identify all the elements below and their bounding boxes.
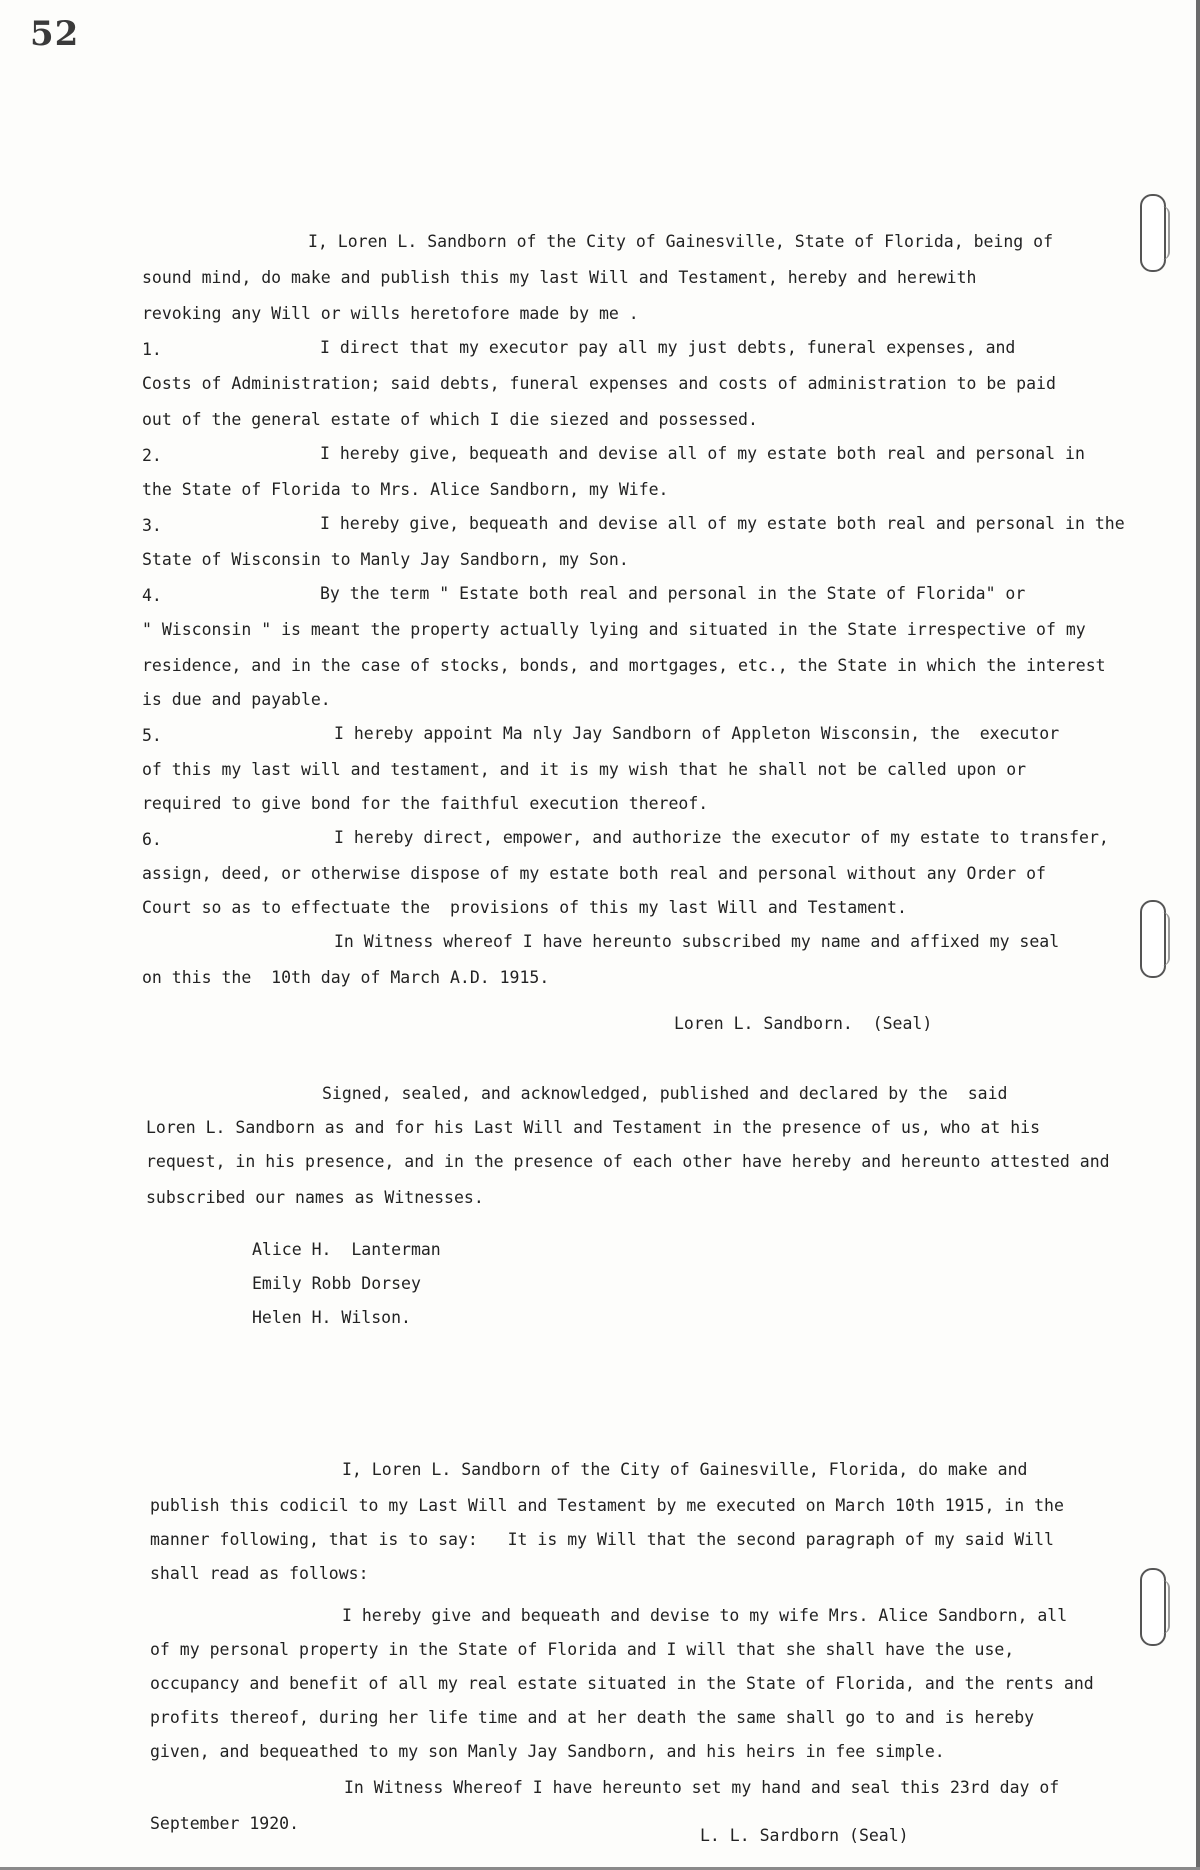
codicil-line: profits thereof, during her life time and at her death the same shall go to and is hereby <box>150 1708 1035 1727</box>
clause-line: required to give bond for the faithful execution thereof. <box>142 794 709 813</box>
witness-clause-line: on this the 10th day of March A.D. 1915. <box>142 968 550 987</box>
clause-line: I hereby give, bequeath and devise all of my estate both real and personal in <box>320 444 1085 463</box>
clause-line: out of the general estate of which I die siezed and possessed. <box>142 410 758 429</box>
testator-signature: Loren L. Sandborn. (Seal) <box>674 1014 933 1033</box>
attestation-line: Loren L. Sandborn as and for his Last Will and Testament in the presence of us, who at his <box>146 1118 1041 1137</box>
attestation-line: subscribed our names as Witnesses. <box>146 1188 484 1207</box>
clause-number: 2. <box>142 446 162 465</box>
will-intro-line: sound mind, do make and publish this my last Will and Testament, hereby and herewith <box>142 268 977 287</box>
binder-ring-hole-icon <box>1140 194 1166 272</box>
clause-line: I hereby direct, empower, and authorize the executor of my estate to transfer, <box>334 828 1109 847</box>
clause-number: 3. <box>142 516 162 535</box>
will-intro-line: I, Loren L. Sandborn of the City of Gainesville, State of Florida, being of <box>308 232 1054 251</box>
clause-line: By the term " Estate both real and personal in the State of Florida" or <box>320 584 1026 603</box>
witness-name: Alice H. Lanterman <box>252 1240 441 1259</box>
codicil-line: publish this codicil to my Last Will and Testament by me executed on March 10th 1915, in the <box>150 1496 1064 1515</box>
clause-line: the State of Florida to Mrs. Alice Sandborn, my Wife. <box>142 480 669 499</box>
clause-number: 5. <box>142 726 162 745</box>
clause-line: is due and payable. <box>142 690 331 709</box>
page-right-edge <box>1196 0 1200 1870</box>
codicil-line: occupancy and benefit of all my real estate situated in the State of Florida, and the rents and <box>150 1674 1094 1693</box>
attestation-line: request, in his presence, and in the presence of each other have hereby and hereunto attested and <box>146 1152 1110 1171</box>
clause-line: State of Wisconsin to Manly Jay Sandborn, my Son. <box>142 550 629 569</box>
clause-line: " Wisconsin " is meant the property actually lying and situated in the State irrespective of my <box>142 620 1086 639</box>
codicil-date: September 1920. <box>150 1814 300 1833</box>
clause-line: I direct that my executor pay all my just debts, funeral expenses, and <box>320 338 1016 357</box>
witness-name: Helen H. Wilson. <box>252 1308 411 1327</box>
codicil-line: In Witness Whereof I have hereunto set my hand and seal this 23rd day of <box>344 1778 1060 1797</box>
codicil-line: I hereby give and bequeath and devise to my wife Mrs. Alice Sandborn, all <box>342 1606 1068 1625</box>
clause-line: of this my last will and testament, and it is my wish that he shall not be called upon or <box>142 760 1027 779</box>
clause-line: residence, and in the case of stocks, bonds, and mortgages, etc., the State in which the interest <box>142 656 1106 675</box>
codicil-line: I, Loren L. Sandborn of the City of Gainesville, Florida, do make and <box>342 1460 1028 1479</box>
codicil-line: of my personal property in the State of Florida and I will that she shall have the use, <box>150 1640 1015 1659</box>
will-intro-line: revoking any Will or wills heretofore made by me . <box>142 304 639 323</box>
attestation-line: Signed, sealed, and acknowledged, published and declared by the said <box>322 1084 1008 1103</box>
clause-number: 6. <box>142 830 162 849</box>
clause-line: I hereby give, bequeath and devise all of my estate both real and personal in the <box>320 514 1125 533</box>
clause-line: I hereby appoint Ma nly Jay Sandborn of Appleton Wisconsin, the executor <box>334 724 1060 743</box>
witness-clause-line: In Witness whereof I have hereunto subscribed my name and affixed my seal <box>334 932 1060 951</box>
codicil-line: manner following, that is to say: It is my Will that the second paragraph of my said Will <box>150 1530 1054 1549</box>
witness-name: Emily Robb Dorsey <box>252 1274 421 1293</box>
clause-number: 1. <box>142 340 162 359</box>
codicil-line: shall read as follows: <box>150 1564 369 1583</box>
binder-ring-hole-icon <box>1140 1568 1166 1646</box>
clause-number: 4. <box>142 586 162 605</box>
page-number: 52 <box>30 14 80 54</box>
codicil-line: given, and bequeathed to my son Manly Jay Sandborn, and his heirs in fee simple. <box>150 1742 945 1761</box>
clause-line: Costs of Administration; said debts, funeral expenses and costs of administration to be paid <box>142 374 1056 393</box>
binder-ring-hole-icon <box>1140 900 1166 978</box>
clause-line: assign, deed, or otherwise dispose of my estate both real and personal without any Order of <box>142 864 1046 883</box>
clause-line: Court so as to effectuate the provisions of this my last Will and Testament. <box>142 898 907 917</box>
codicil-signature: L. L. Sardborn (Seal) <box>700 1826 909 1845</box>
